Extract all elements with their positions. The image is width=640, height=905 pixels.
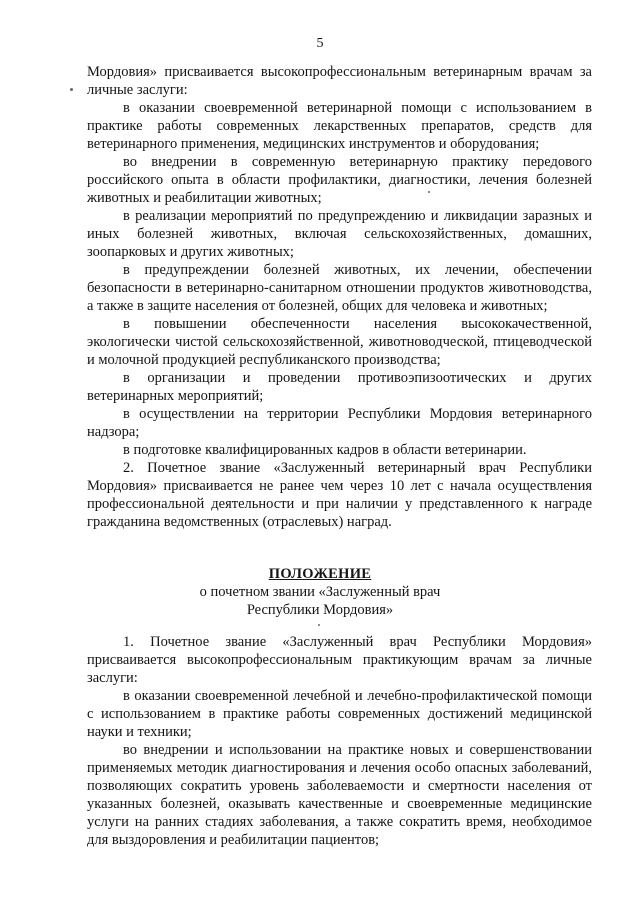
paragraph: в подготовке квалифицированных кадров в области ветеринарии. [123,442,527,458]
paragraph: в оказании своевременной ветеринарной помощи с использованием в практике работы современных лекарственных препаратов, средств для ветеринарного применения, медицинских инструментов и оборудования; [87,100,592,152]
body-text-section-2 [87,633,592,849]
paragraph: 2. Почетное звание «Заслуженный ветеринарный врач Республики Мордовия» присваивается не ранее чем через 10 лет с начала осуществления профессиональной деятельности и при наличии у представленного к награде гражданина ведомственных (отраслевых) наград. [87,460,592,530]
paragraph: Мордовия» присваивается высокопрофессиональным ветеринарным врачам за личные заслуги: [87,64,592,98]
paragraph: 1. Почетное звание «Заслуженный врач Республики Мордовия» присваивается высокопрофессиональным практикующим врачам за личные заслуги: [87,634,592,686]
page-number: 5 [316,36,324,51]
paragraph: в осуществлении на территории Республики Мордовия ветеринарного надзора; [87,406,592,440]
paragraph: в предупреждении болезней животных, их лечении, обеспечении безопасности в ветеринарно-санитарном отношении продуктов животноводства, а также в защите населения от болезней, общих для человека и животных; [87,262,592,314]
paragraph: в реализации мероприятий по предупреждению и ликвидации заразных и иных болезней животных, включая сельскохозяйственных, домашних, зоопарковых и других животных; [87,208,592,260]
paragraph: во внедрении в современную ветеринарную практику передового российского опыта в области профилактики, диагностики, лечения болезней животных и реабилитации животных; [87,154,592,206]
body-text-section-1 [87,63,592,531]
heading-title: ПОЛОЖЕНИЕ [268,566,372,582]
heading-subtitle-line: Республики Мордовия» [246,602,394,618]
paragraph: в организации и проведении противоэпизоотических и других ветеринарных мероприятий; [87,370,592,404]
scan-speck [318,624,320,626]
scan-speck [70,88,73,91]
regulation-heading [0,565,640,619]
paragraph: в оказании своевременной лечебной и лечебно-профилактической помощи с использованием в практике работы современных достижений медицинской науки и техники; [87,688,592,740]
heading-subtitle-line: о почетном звании «Заслуженный врач [199,584,441,600]
paragraph: во внедрении и использовании на практике новых и совершенствовании применяемых методик диагностирования и лечения особо опасных заболеваний, позволяющих сократить уровень заболеваемости и смертности населения от указанных болезней, оказывать качественные и своевременные медицинские услуги на ранних стадиях заболевания, а также сократить время, необходимое для выздоровления и реабилитации пациентов; [87,742,592,848]
paragraph: в повышении обеспеченности населения высококачественной, экологически чистой сельскохозяйственной, животноводческой, птицеводческой и молочной продукцией республиканского производства; [87,316,592,368]
